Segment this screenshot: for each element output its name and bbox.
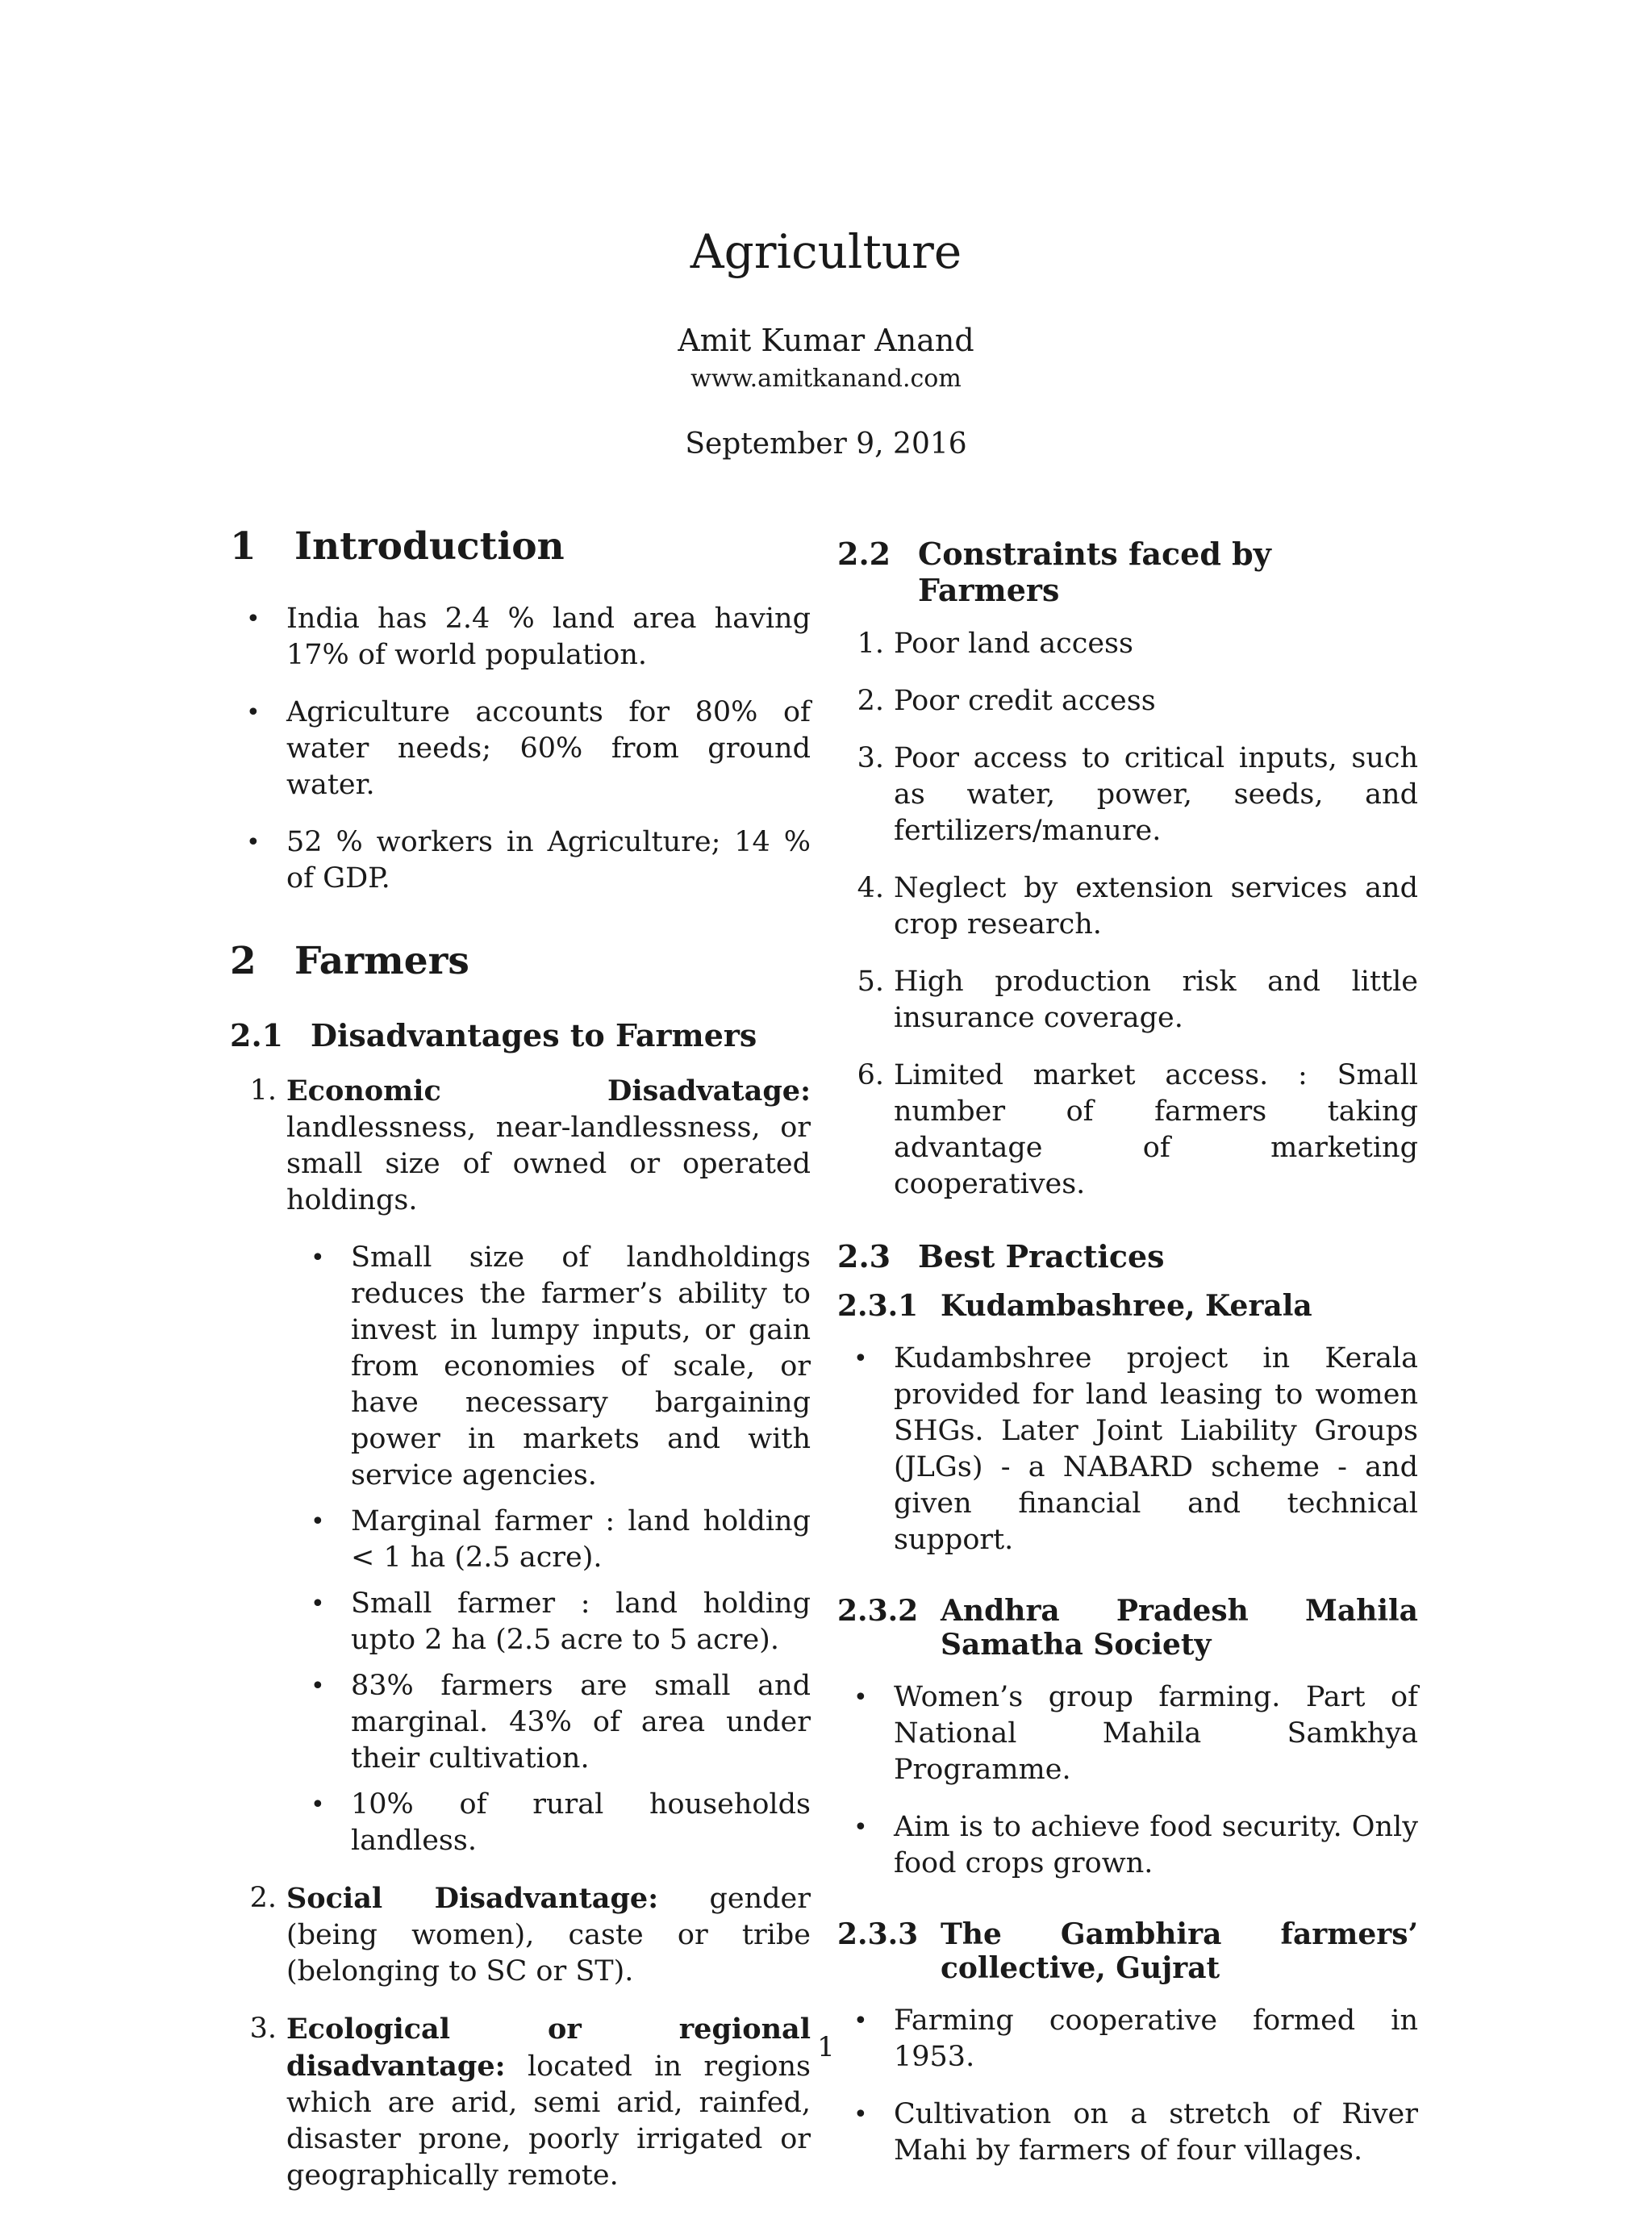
list-number: 2. xyxy=(249,1882,277,1914)
subsection-heading-best-practices xyxy=(837,1238,1418,1274)
page-number: 1 xyxy=(817,2031,835,2063)
list-item xyxy=(837,1057,1418,1203)
bullet-icon: • xyxy=(311,1244,325,1272)
paper-date: September 9, 2016 xyxy=(685,428,967,461)
list-item xyxy=(230,695,811,803)
section-title: Farmers xyxy=(294,939,469,983)
intro-list xyxy=(230,601,811,897)
list-item-text: India has 2.4 % land area having 17% of world population. xyxy=(286,603,811,671)
term: Ecological or regional disadvantage: xyxy=(286,2013,811,2083)
list-item-text: Agriculture accounts for 80% of water needs; 60% from ground water. xyxy=(286,696,811,801)
sub-list-item xyxy=(230,1240,811,1494)
list-number: 4. xyxy=(857,872,884,904)
apmss-list xyxy=(837,1679,1418,1882)
section-heading-introduction xyxy=(230,524,811,569)
section-number: 1 xyxy=(230,524,257,569)
bullet-icon: • xyxy=(853,2100,868,2129)
sub-list-item xyxy=(230,1787,811,1859)
list-number: 3. xyxy=(857,742,884,774)
bullet-icon: • xyxy=(246,699,261,727)
list-item xyxy=(837,740,1418,849)
bullet-icon: • xyxy=(311,1508,325,1536)
list-item xyxy=(837,964,1418,1037)
author-url: www.amitkanand.com xyxy=(690,365,962,393)
subsection-title: Constraints faced by Farmers xyxy=(918,536,1271,608)
list-item xyxy=(230,824,811,897)
paper-title: Agriculture xyxy=(690,224,962,279)
list-number: 6. xyxy=(857,1059,884,1091)
bullet-icon: • xyxy=(853,1813,868,1842)
subsection-heading-constraints xyxy=(837,536,1418,608)
left-column xyxy=(230,524,811,2215)
list-item-text: Women’s group farming. Part of National Mahila Samkhya Programme. xyxy=(894,1681,1418,1786)
list-item-text: Kudambshree project in Kerala provided for land leasing to women SHGs. Later Joint Liability Groups (JLGs) - a NABARD scheme - and given financial and technical support. xyxy=(894,1342,1418,1556)
bullet-icon: • xyxy=(311,1791,325,1819)
list-item-text: Cultivation on a stretch of River Mahi by farmers of four villages. xyxy=(894,2098,1418,2167)
list-item xyxy=(230,601,811,674)
subsubsection-number: 2.3.1 xyxy=(837,1289,919,1323)
subsection-number: 2.3 xyxy=(837,1238,891,1274)
subsection-title: Best Practices xyxy=(918,1238,1165,1274)
list-item xyxy=(230,1880,811,1990)
disadvantages-list xyxy=(230,1073,811,2194)
subsubsection-title: Andhra Pradesh Mahila Samatha Society xyxy=(941,1594,1418,1662)
subsection-title: Disadvantages to Farmers xyxy=(311,1017,757,1053)
subsubsection-number: 2.3.2 xyxy=(837,1594,919,1628)
sub-list-item xyxy=(230,1668,811,1777)
list-item xyxy=(837,1341,1418,1558)
list-number: 1. xyxy=(857,628,884,660)
subsubsection-heading-apmss xyxy=(837,1594,1418,1662)
list-item-text: 52 % workers in Agriculture; 14 % of GDP. xyxy=(286,826,811,895)
list-item-text: Marginal farmer : land holding < 1 ha (2.5 acre). xyxy=(351,1505,811,1574)
list-item-text: High production risk and little insurance coverage. xyxy=(894,966,1418,1034)
bullet-icon: • xyxy=(311,1590,325,1618)
term: Social Disadvantage: xyxy=(286,1882,659,1915)
sub-list-item xyxy=(230,1586,811,1658)
list-item-text: landlessness, near-landlessness, or small size of owned or operated holdings. xyxy=(286,1112,811,1216)
subsubsection-title: Kudambashree, Kerala xyxy=(941,1289,1312,1323)
list-item xyxy=(837,2096,1418,2169)
subsubsection-heading-kudambashree xyxy=(837,1289,1418,1323)
bullet-icon: • xyxy=(853,2007,868,2035)
list-number: 1. xyxy=(249,1074,277,1107)
list-item xyxy=(230,1073,811,1859)
kudambashree-list xyxy=(837,1341,1418,1558)
section-number: 2 xyxy=(230,939,257,983)
list-item-text: 83% farmers are small and marginal. 43% of area under their cultivation. xyxy=(351,1670,811,1775)
list-item-text: Aim is to achieve food security. Only food crops grown. xyxy=(894,1811,1418,1879)
constraints-list xyxy=(837,626,1418,1203)
subsubsection-number: 2.3.3 xyxy=(837,1917,919,1951)
list-item xyxy=(837,626,1418,662)
bullet-icon: • xyxy=(246,605,261,633)
section-title: Introduction xyxy=(294,524,565,569)
list-item xyxy=(837,683,1418,720)
list-item-text: 10% of rural households landless. xyxy=(351,1788,811,1857)
list-number: 5. xyxy=(857,966,884,998)
sub-list-item xyxy=(230,1504,811,1576)
bullet-icon: • xyxy=(246,828,261,857)
gambhira-list xyxy=(837,2003,1418,2169)
bullet-icon: • xyxy=(853,1345,868,1373)
list-item-text: Small farmer : land holding upto 2 ha (2.5 acre to 5 acre). xyxy=(351,1587,811,1656)
list-item-text: Poor access to critical inputs, such as water, power, seeds, and fertilizers/manure. xyxy=(894,742,1418,847)
term: Economic Disadvatage: xyxy=(286,1074,811,1108)
list-number: 3. xyxy=(249,2013,277,2045)
list-item-text: Poor land access xyxy=(894,628,1133,660)
subsection-number: 2.2 xyxy=(837,536,891,572)
list-item xyxy=(837,1809,1418,1882)
list-item-text: located in regions which are arid, semi arid, rainfed, disaster prone, poorly irrigated or geographically remote. xyxy=(286,2050,811,2192)
list-item-text: Poor credit access xyxy=(894,685,1156,717)
subsubsection-title: The Gambhira farmers’ collective, Gujrat xyxy=(941,1917,1418,1985)
list-item-text: Farming cooperative formed in 1953. xyxy=(894,2004,1418,2073)
subsection-number: 2.1 xyxy=(230,1017,284,1053)
author-name: Amit Kumar Anand xyxy=(678,323,974,358)
bullet-icon: • xyxy=(853,1683,868,1712)
list-item xyxy=(837,1679,1418,1788)
list-item xyxy=(837,870,1418,943)
list-item-text: Small size of landholdings reduces the farmer’s ability to invest in lumpy inputs, or gain from economies of scale, or have necessary bargaining power in markets and with service agencies. xyxy=(351,1241,811,1491)
bullet-icon: • xyxy=(311,1672,325,1700)
subsection-heading-disadvantages xyxy=(230,1017,811,1053)
right-column xyxy=(837,524,1418,2190)
list-number: 2. xyxy=(857,685,884,717)
subsubsection-heading-gambhira xyxy=(837,1917,1418,1985)
list-item-text: Neglect by extension services and crop research. xyxy=(894,872,1418,941)
section-heading-farmers xyxy=(230,939,811,983)
list-item-text: gender (being women), caste or tribe (belonging to SC or ST). xyxy=(286,1883,811,1988)
sub-list xyxy=(230,1240,811,1859)
list-item-text: Limited market access. : Small number of farmers taking advantage of marketing cooperatives. xyxy=(894,1059,1418,1200)
